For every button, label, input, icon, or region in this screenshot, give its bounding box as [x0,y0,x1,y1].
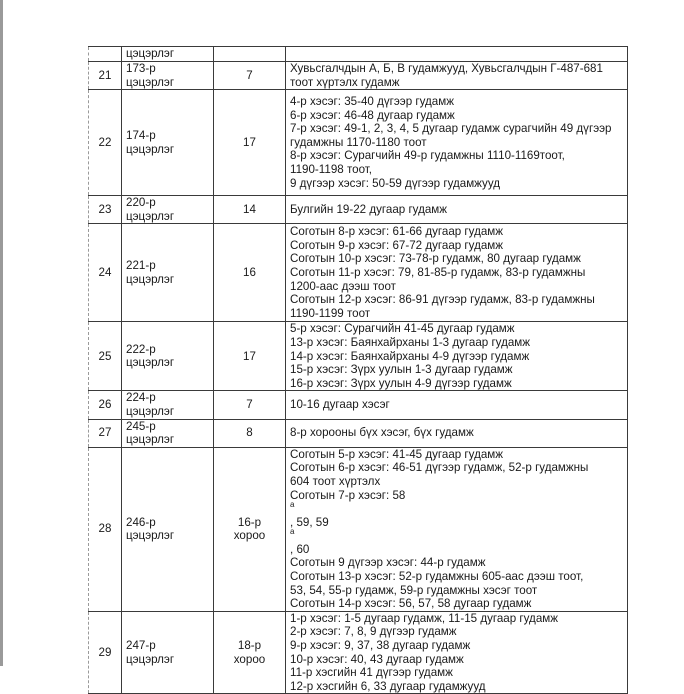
count-cell [214,224,286,322]
count-cell [214,391,286,419]
kindergarten-label: цэцэрлэг [126,652,175,666]
row-number: 26 [98,398,112,412]
row-number: 24 [98,266,112,280]
street-line: 16-р хэсэг: Зүрх уулын 4-9 дүгээр гудамж [290,376,512,390]
kindergarten-number: 220-р [126,196,156,210]
street-line: 1-р хэсэг: 1-5 дугаар гудамж, 11-15 дугаар гудамж [290,611,558,625]
street-line: 1190-1198 тоот, [290,163,373,177]
number-cell [89,322,122,391]
street-line: 53, 54, 55-р гудамж, 59-р гудамжны хэсэг тоот [290,583,538,597]
street-line: Соготын 13-р хэсэг: 52-р гудамжны 605-аас дээш тоот, [290,570,584,584]
number-cell [89,90,122,196]
kindergarten-label: цэцэрлэг [126,529,175,543]
street-line: Булгийн 19-22 дугаар гудамж [290,202,448,216]
name-cell [122,62,214,90]
count-value: 8 [246,426,253,440]
count-value-line2: хороо [233,529,266,543]
count-value: 18-р [237,639,262,653]
street-line: 2-р хэсэг: 7, 8, 9 дүгээр гудамж [290,625,457,639]
page-edge [0,0,3,666]
street-line: 11-р хэсгийн 41 дүгээр гудамж [290,666,453,680]
street-line: Соготын 9-р хэсэг: 67-72 дугаар гудамж [290,238,504,252]
kindergarten-district-table [88,46,628,694]
streets-cell [286,391,628,419]
street-line: 12-р хэсгийн 6, 33 дугаар гудамжууд [290,679,486,693]
table-row [89,447,628,611]
number-cell [89,391,122,419]
kindergarten-label: цэцэрлэг [126,404,175,418]
streets-cell [286,322,628,391]
street-line: 13-р хэсэг: Баянхайрханы 1-3 дугаар гудамж [290,335,531,349]
count-cell [214,90,286,196]
kindergarten-label: цэцэрлэг [126,433,175,447]
name-cell [122,447,214,611]
streets-cell [286,62,628,90]
street-text: Соготын 7-р хэсэг: 58 [290,488,406,502]
street-line: 1190-1199 тоот [290,306,371,320]
street-line: Соготын 5-р хэсэг: 41-45 дугаар гудамж [290,447,504,461]
street-line: 8-р хорооны бүх хэсэг, бүх гудамж [290,426,474,440]
count-cell [214,447,286,611]
count-cell [214,322,286,391]
row-number: 21 [98,68,112,82]
street-line: 9-р хэсэг: 9, 37, 38 дугаар гудамж [290,639,471,653]
kindergarten-number: 247-р [126,639,156,653]
table-row [89,224,628,322]
table-row [89,196,628,224]
count-cell [214,611,286,694]
street-line: Соготын 11-р хэсэг: 79, 81-85-р гудамж, 83-р гудамжны [290,266,586,280]
count-value: 16 [243,266,256,280]
kindergarten-label: цэцэрлэг [126,75,175,89]
superscript: а [290,500,295,510]
table-row [89,62,628,90]
name-cell [122,322,214,391]
streets-cell [286,419,628,447]
table-row [89,419,628,447]
number-cell [89,611,122,694]
street-line: 4-р хэсэг: 35-40 дүгээр гудамж [290,95,454,109]
street-line: 10-16 дугаар хэсэг [290,398,390,412]
row-number: 27 [98,426,112,440]
kindergarten-number: 173-р [126,62,156,75]
count-cell [214,419,286,447]
count-cell [214,196,286,224]
table-row [89,391,628,419]
number-cell [89,224,122,322]
street-line [290,489,627,557]
kindergarten-number: 174-р [126,129,156,143]
streets-cell [286,224,628,322]
number-cell [89,196,122,224]
kindergarten-label: цэцэрлэг [126,356,175,370]
street-line: 15-р хэсэг: Зүрх уулын 1-3 дугаар гудамж [290,363,513,377]
name-cell [122,419,214,447]
kindergarten-number: 245-р [126,419,156,433]
street-text: , 60 [290,542,310,556]
street-line: Соготын 8-р хэсэг: 61-66 дугаар гудамж [290,225,504,239]
count-value: 7 [246,398,253,412]
streets-cell [286,47,628,62]
row-number: 23 [98,202,112,216]
streets-cell [286,90,628,196]
streets-cell [286,447,628,611]
number-cell [89,62,122,90]
streets-cell [286,196,628,224]
number-cell [89,419,122,447]
row-number: 22 [98,135,112,149]
street-line: 5-р хэсэг: Сурагчийн 41-45 дугаар гудамж [290,322,515,336]
street-line: Хувьсгалчдын А, Б, В гудамжууд, Хувьсгалчдын Г-487-681 [290,62,603,75]
street-line: Соготын 6-р хэсэг: 46-51 дүгээр гудамж, 52-р гудамжны [290,461,589,475]
street-line: 1200-аас дээш тоот [290,279,396,293]
number-cell [89,447,122,611]
street-line: Соготын 12-р хэсэг: 86-91 дүгээр гудамж, 83-р гудамжны [290,293,595,307]
kindergarten-number: 222-р [126,342,156,356]
street-text: , 59, 59 [290,515,329,529]
count-cell [214,47,286,62]
name-cell [122,196,214,224]
count-value: 16-р [237,515,262,529]
street-line: 9 дүгээр хэсэг: 50-59 дүгээр гудамжууд [290,176,501,190]
street-line: Соготын 14-р хэсэг: 56, 57, 58 дугаар гудамж [290,597,532,611]
street-line: 6-р хэсэг: 46-48 дугаар гудамж [290,108,455,122]
count-value: 7 [246,68,253,82]
kindergarten-number: 224-р [126,391,156,405]
street-line: тоот хүртэлх гудамж [290,75,400,89]
number-cell [89,47,122,62]
count-cell [214,62,286,90]
count-value: 17 [243,135,256,149]
table-row-continued [89,47,628,62]
street-line: гудамжны 1170-1180 тоот [290,135,427,149]
street-line: 7-р хэсэг: 49-1, 2, 3, 4, 5 дугаар гудамж сурагчийн 49 дүгээр [290,122,612,136]
table-row [89,322,628,391]
table-row [89,611,628,694]
kindergarten-number: 246-р [126,515,156,529]
street-line: Соготын 10-р хэсэг: 73-78-р гудамж, 80 дугаар гудамж [290,252,581,266]
street-line: Соготын 9 дүгээр хэсэг: 44-р гудамж [290,556,486,570]
count-value: 17 [243,349,256,363]
kindergarten-number: 221-р [126,259,156,273]
name-cell [122,391,214,419]
count-value: 14 [243,202,256,216]
name-cell [122,90,214,196]
row-number: 29 [98,645,112,659]
street-line: 10-р хэсэг: 40, 43 дугаар гудамж [290,652,464,666]
kindergarten-label: цэцэрлэг [126,142,175,156]
superscript: а [290,527,295,537]
row-number: 28 [98,522,112,536]
street-line: 8-р хэсэг: Сурагчийн 49-р гудамжны 1110-1169тоот, [290,149,565,163]
row-number: 25 [98,349,112,363]
street-line: 14-р хэсэг: Баянхайрханы 4-9 дүгээр гудамж [290,349,530,363]
kindergarten-label: цэцэрлэг [126,209,175,223]
table-row [89,90,628,196]
name-cell [122,611,214,694]
count-value-line2: хороо [233,652,266,666]
name-cell [122,224,214,322]
name-cell: цэцэрлэг [122,47,214,62]
kindergarten-label: цэцэрлэг [126,272,175,286]
street-line: 604 тоот хүртэлх [290,474,381,488]
streets-cell [286,611,628,694]
